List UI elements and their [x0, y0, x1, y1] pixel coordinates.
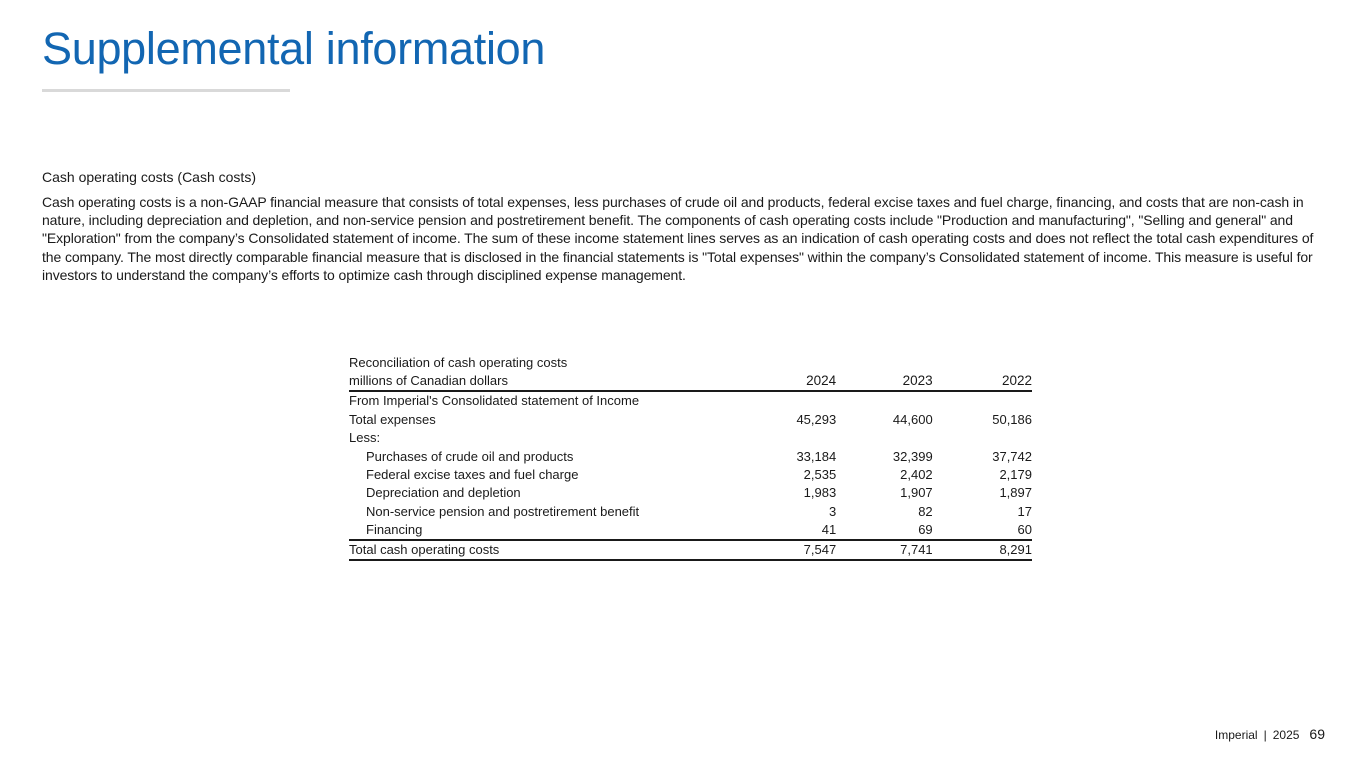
row-value: 17	[1017, 503, 1032, 519]
row-label: Federal excise taxes and fuel charge	[366, 466, 579, 482]
year-header: 2023	[836, 372, 932, 391]
section-heading: Cash operating costs (Cash costs)	[42, 169, 256, 185]
row-value: 1,907	[900, 485, 933, 501]
row-value: 41	[821, 522, 837, 538]
row-value	[933, 391, 1032, 410]
body-paragraph: Cash operating costs is a non-GAAP financial measure that consists of total expenses, less purchases of crude oil and products, federal excise taxes and fuel charge, financing, and costs that are non-cash in nature, including depreciation and depletion, and non-service pension and postretirement benefit. The components of cash operating costs include "Production and manufacturing", "Selling and general" and "Exploration" from the company’s Consolidated statement of income. The sum of these income statement lines serves as an indication of cash operating costs and does not reflect the total cash expenditures of the company. The most directly comparable financial measure that is disclosed in the financial statements is "Total expenses" within the company’s Consolidated statement of income. This measure is useful for investors to understand the company’s efforts to optimize cash through disciplined expense management.	[42, 194, 1314, 283]
total-label: Total cash operating costs	[349, 540, 740, 560]
table-row	[349, 466, 1032, 484]
table-header-row	[349, 372, 1032, 391]
row-value: 45,293	[796, 411, 837, 427]
row-label: Purchases of crude oil and products	[366, 448, 574, 464]
year-header: 2024	[740, 372, 836, 391]
footer-year: 2025	[1272, 728, 1300, 742]
unit-label: millions of Canadian dollars	[349, 372, 740, 391]
row-value: 37,742	[992, 448, 1032, 464]
table-title: Reconciliation of cash operating costs	[349, 355, 568, 370]
row-value: 2,535	[803, 466, 837, 482]
row-value: 60	[1017, 522, 1032, 538]
row-label: Less:	[349, 430, 381, 446]
year-header: 2022	[933, 372, 1032, 391]
row-value: 2,402	[900, 466, 933, 482]
row-value: 44,600	[892, 411, 933, 427]
row-value: 50,186	[992, 411, 1032, 427]
row-label: Total expenses	[349, 411, 436, 427]
table-title-row	[349, 354, 1032, 372]
row-label: Depreciation and depletion	[366, 485, 521, 501]
page-title: Supplemental information	[42, 23, 546, 74]
table-row	[349, 484, 1032, 502]
title-underline	[42, 89, 290, 92]
row-label: From Imperial's Consolidated statement of Income	[349, 393, 640, 409]
table-row	[349, 502, 1032, 520]
row-label: Financing	[366, 522, 423, 538]
row-value	[836, 391, 932, 410]
total-value: 8,291	[933, 540, 1032, 560]
footer	[1215, 726, 1325, 742]
table-row	[349, 429, 1032, 447]
row-value: 33,184	[796, 448, 837, 464]
row-value	[740, 429, 836, 447]
row-label: Non-service pension and postretirement benefit	[366, 503, 640, 519]
row-value: 1,897	[999, 485, 1032, 501]
reconciliation-table	[349, 354, 1032, 561]
row-value: 69	[918, 522, 933, 538]
row-value: 3	[828, 503, 837, 519]
table-row	[349, 447, 1032, 465]
row-value	[740, 391, 836, 410]
row-value: 32,399	[892, 448, 933, 464]
total-value: 7,547	[740, 540, 836, 560]
row-value	[933, 429, 1032, 447]
table-row	[349, 391, 1032, 410]
total-value: 7,741	[836, 540, 932, 560]
row-value	[836, 429, 932, 447]
total-row	[349, 540, 1032, 560]
row-value: 1,983	[803, 485, 837, 501]
row-value: 2,179	[999, 466, 1032, 482]
page-number: 69	[1309, 726, 1325, 742]
table-row	[349, 521, 1032, 540]
row-value: 82	[918, 503, 933, 519]
table-row	[349, 410, 1032, 428]
footer-separator: |	[1263, 728, 1267, 742]
footer-brand: Imperial	[1214, 728, 1258, 742]
